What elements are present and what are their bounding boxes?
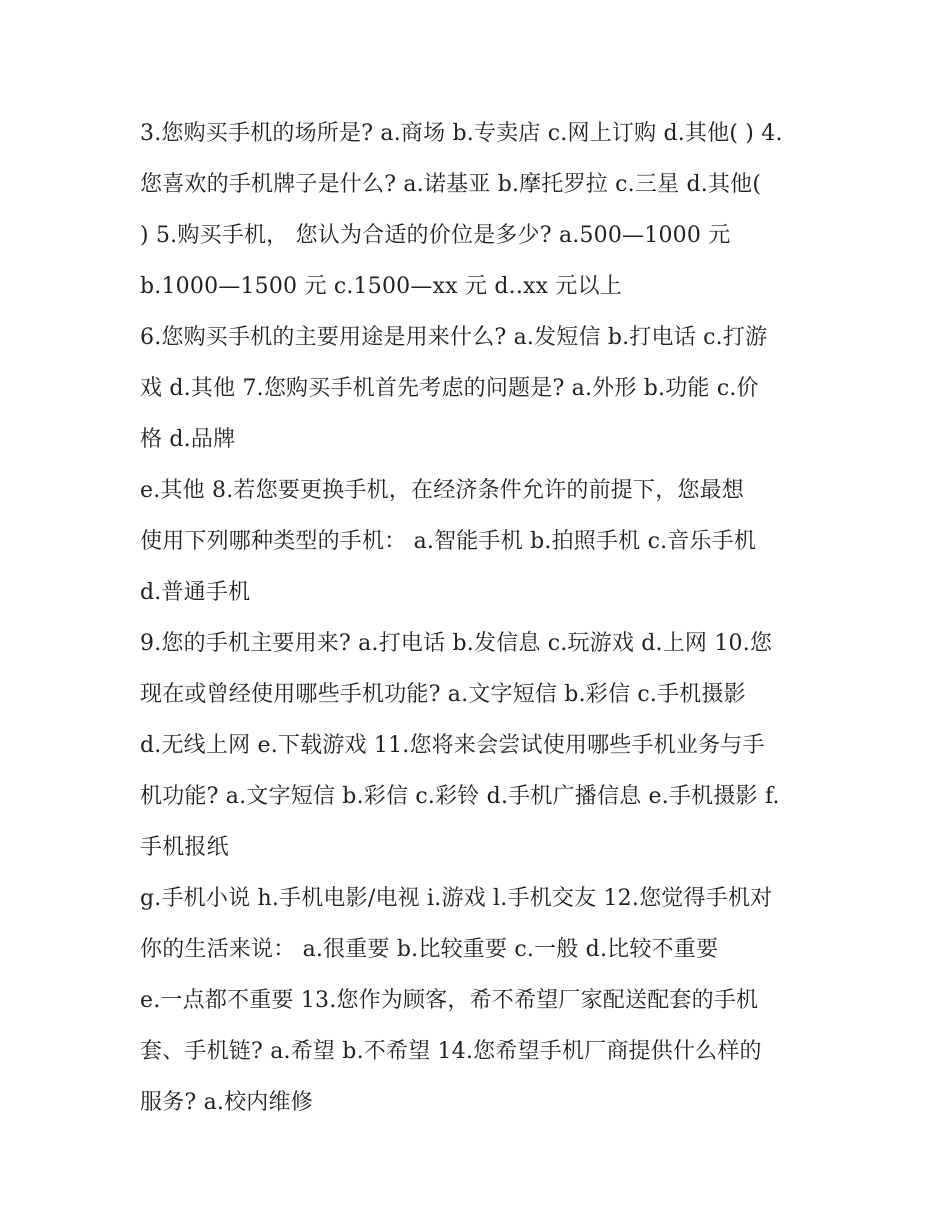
text-line: 格 d.品牌 (140, 427, 236, 452)
questionnaire-text (140, 108, 820, 1128)
text-line: ) 5.购买手机， 您认为合适的价位是多少? a.500—1000 元 (140, 223, 731, 248)
text-line: d.普通手机 (140, 580, 251, 605)
text-line: 3.您购买手机的场所是? a.商场 b.专卖店 c.网上订购 d.其他( ) 4. (140, 121, 783, 146)
text-line: 您喜欢的手机牌子是什么? a.诺基亚 b.摩托罗拉 c.三星 d.其他( (140, 172, 762, 197)
text-line: 戏 d.其他 7.您购买手机首先考虑的问题是? a.外形 b.功能 c.价 (140, 376, 759, 401)
text-line: 你的生活来说： a.很重要 b.比较重要 c.一般 d.比较不重要 (140, 937, 719, 962)
text-line: d.无线上网 e.下载游戏 11.您将来会尝试使用哪些手机业务与手 (140, 733, 765, 758)
text-line: b.1000—1500 元 c.1500—xx 元 d..xx 元以上 (140, 274, 623, 299)
text-line: 使用下列哪种类型的手机： a.智能手机 b.拍照手机 c.音乐手机 (140, 529, 757, 554)
text-line: 手机报纸 (140, 835, 229, 860)
text-line: 套、手机链? a.希望 b.不希望 14.您希望手机厂商提供什么样的 (140, 1039, 762, 1064)
text-line: 机功能? a.文字短信 b.彩信 c.彩铃 d.手机广播信息 e.手机摄影 f. (140, 784, 780, 809)
text-line: e.其他 8.若您要更换手机，在经济条件允许的前提下，您最想 (140, 478, 744, 503)
text-line: 服务? a.校内维修 (140, 1090, 313, 1115)
text-line: 现在或曾经使用哪些手机功能? a.文字短信 b.彩信 c.手机摄影 (140, 682, 746, 707)
text-line: 9.您的手机主要用来? a.打电话 b.发信息 c.玩游戏 d.上网 10.您 (140, 631, 773, 656)
text-line: e.一点都不重要 13.您作为顾客，希不希望厂家配送配套的手机 (140, 988, 759, 1013)
text-line: 6.您购买手机的主要用途是用来什么? a.发短信 b.打电话 c.打游 (140, 325, 768, 350)
text-line: g.手机小说 h.手机电影/电视 i.游戏 l.手机交友 12.您觉得手机对 (140, 886, 773, 911)
